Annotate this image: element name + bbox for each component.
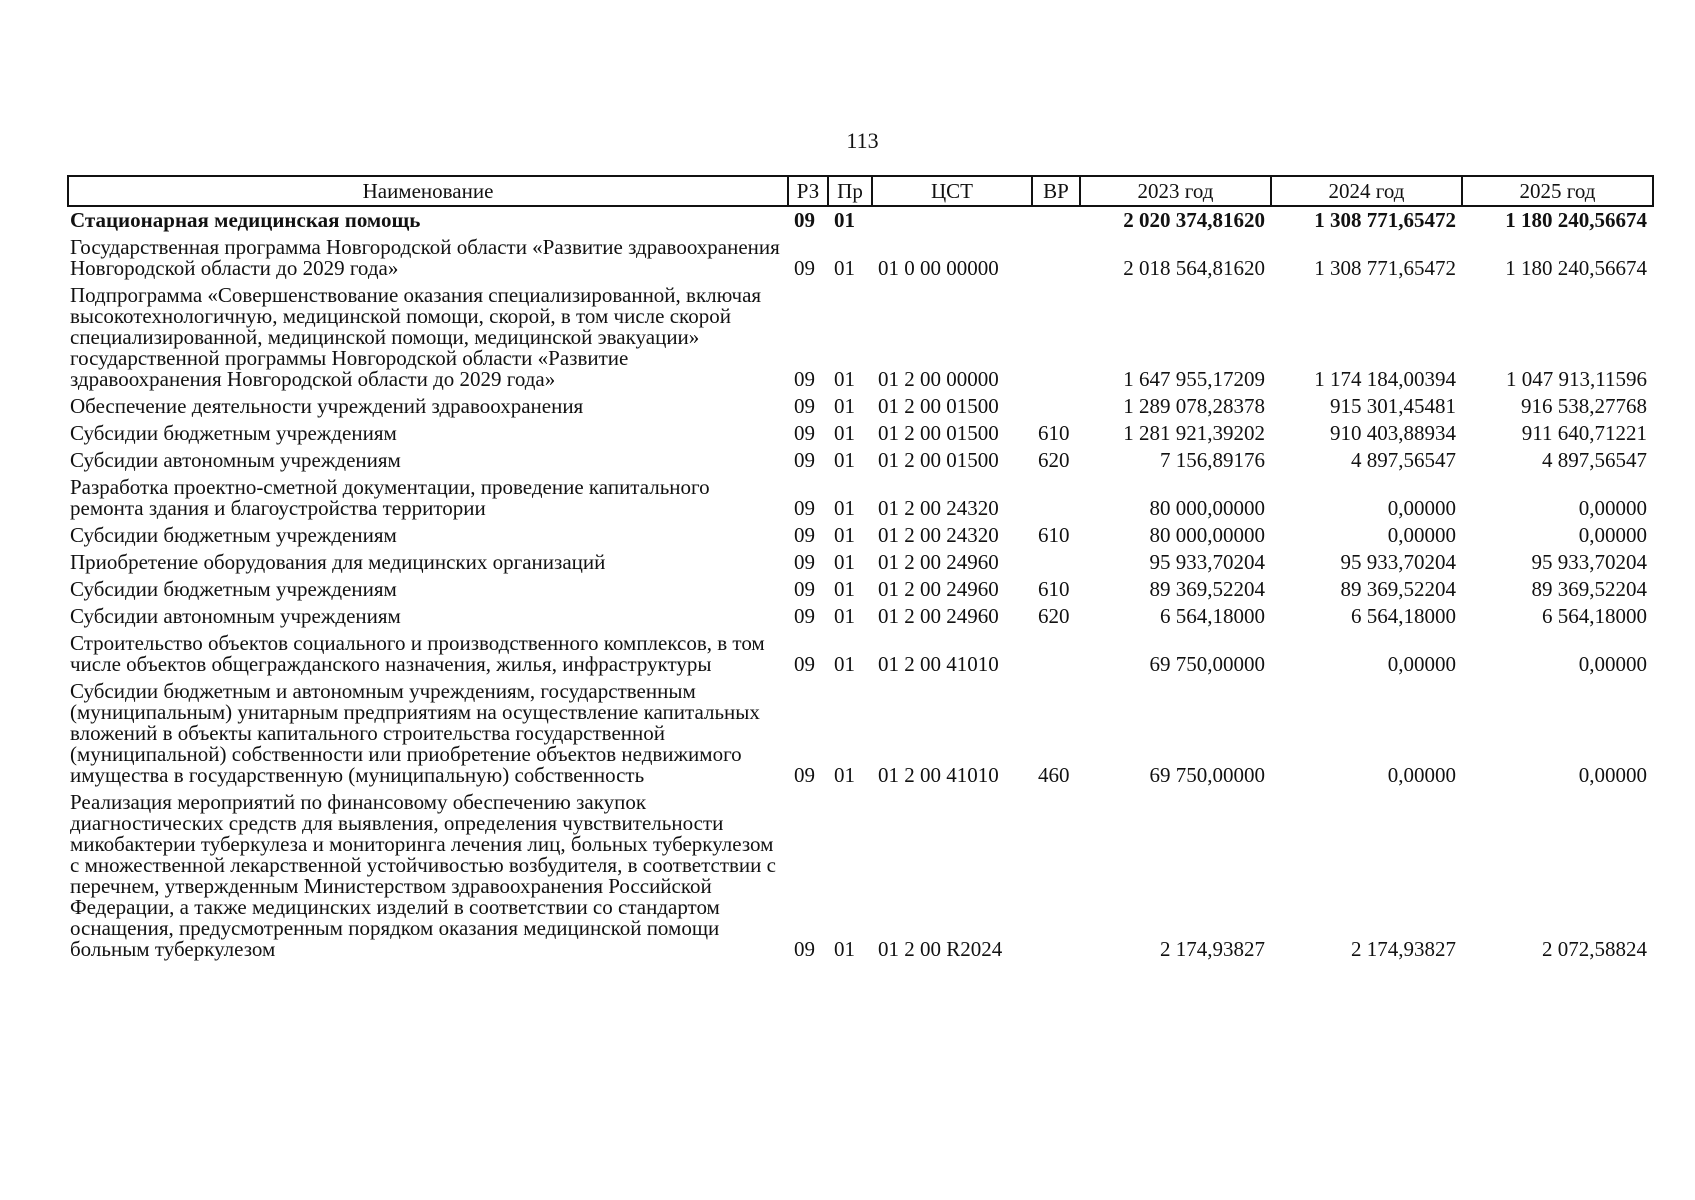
header-pr: Пр [828, 176, 872, 206]
cell-2024: 0,00000 [1387, 652, 1456, 676]
cell-cst: 01 2 00 24320 [878, 496, 999, 520]
cell-vr [1032, 282, 1080, 393]
cell-name: Обеспечение деятельности учреждений здравоохранения [70, 394, 584, 418]
cell-2025: 0,00000 [1578, 652, 1647, 676]
cell-rz: 09 [794, 577, 815, 601]
cell-2023: 95 933,70204 [1149, 550, 1265, 574]
cell-vr: 610 [1038, 523, 1070, 547]
cell-2023: 69 750,00000 [1149, 763, 1265, 787]
cell-pr: 01 [834, 937, 855, 961]
table-row [68, 789, 1653, 963]
header-rz: РЗ [788, 176, 828, 206]
cell-vr [1032, 474, 1080, 522]
cell-pr: 01 [834, 763, 855, 787]
budget-table [67, 175, 1654, 963]
cell-cst: 01 2 00 24960 [878, 577, 999, 601]
cell-name: Субсидии автономным учреждениям [70, 448, 401, 472]
page-number: 113 [846, 128, 879, 153]
cell-cst: 01 2 00 24960 [878, 550, 999, 574]
cell-2024: 0,00000 [1387, 523, 1456, 547]
cell-pr: 01 [834, 652, 855, 676]
cell-2023: 80 000,00000 [1149, 496, 1265, 520]
table-row [68, 603, 1653, 630]
cell-cst [872, 206, 1032, 234]
cell-2025: 0,00000 [1578, 763, 1647, 787]
cell-2024: 89 369,52204 [1340, 577, 1456, 601]
cell-rz: 09 [794, 367, 815, 391]
table-row [68, 420, 1653, 447]
cell-2024: 2 174,93827 [1351, 937, 1456, 961]
cell-rz: 09 [794, 937, 815, 961]
cell-2023: 2 018 564,81620 [1123, 256, 1265, 280]
cell-name: Субсидии бюджетным и автономным учреждениям, государственным (муниципальным) унитарным предприятиям на осуществление капитальных вложений в объекты капитального строительства государственной (муниципальной) собственности или приобретение объектов недвижимого имущества в государственную (муниципальную) собственность [70, 679, 760, 787]
cell-rz: 09 [794, 421, 815, 445]
cell-2025: 911 640,71221 [1521, 421, 1647, 445]
cell-name: Разработка проектно-сметной документации, проведение капитального ремонта здания и благоустройства территории [70, 475, 710, 520]
cell-2025: 916 538,27768 [1521, 394, 1647, 418]
cell-pr: 01 [834, 394, 855, 418]
cell-rz: 09 [794, 394, 815, 418]
cell-rz: 09 [794, 256, 815, 280]
cell-cst: 01 2 00 01500 [878, 394, 999, 418]
cell-rz: 09 [794, 448, 815, 472]
cell-name: Субсидии бюджетным учреждениям [70, 577, 397, 601]
cell-2023: 2 020 374,81620 [1123, 208, 1265, 232]
cell-name: Стационарная медицинская помощь [70, 208, 421, 232]
table-row [68, 522, 1653, 549]
cell-rz: 09 [794, 496, 815, 520]
cell-vr [1032, 234, 1080, 282]
cell-rz: 09 [794, 208, 815, 232]
table-row [68, 549, 1653, 576]
cell-vr: 610 [1038, 421, 1070, 445]
cell-name: Подпрограмма «Совершенствование оказания специализированной, включая высокотехнологичную, медицинской помощи, скорой, в том числе скорой специализированной, медицинской помощи, медицинской эвакуации» государственной программы Новгородской области «Развитие здравоохранения Новгородской области до 2029 года» [70, 283, 762, 391]
cell-vr: 620 [1038, 448, 1070, 472]
header-cst: ЦСТ [872, 176, 1032, 206]
cell-2023: 1 647 955,17209 [1123, 367, 1265, 391]
cell-name: Субсидии бюджетным учреждениям [70, 421, 397, 445]
table-row [68, 234, 1653, 282]
table-row [68, 393, 1653, 420]
cell-cst: 01 2 00 24320 [878, 523, 999, 547]
cell-2023: 89 369,52204 [1149, 577, 1265, 601]
cell-cst: 01 2 00 R2024 [878, 937, 1003, 961]
cell-rz: 09 [794, 604, 815, 628]
cell-2025: 1 047 913,11596 [1506, 367, 1647, 391]
cell-cst: 01 2 00 01500 [878, 448, 999, 472]
cell-cst: 01 2 00 24960 [878, 604, 999, 628]
header-vr: ВР [1032, 176, 1080, 206]
cell-2023: 1 281 921,39202 [1123, 421, 1265, 445]
table-row [68, 447, 1653, 474]
cell-2025: 95 933,70204 [1531, 550, 1647, 574]
cell-2023: 2 174,93827 [1160, 937, 1265, 961]
cell-2023: 6 564,18000 [1160, 604, 1265, 628]
cell-rz: 09 [794, 763, 815, 787]
cell-vr: 460 [1038, 763, 1070, 787]
cell-cst: 01 0 00 00000 [878, 256, 999, 280]
header-name: Наименование [68, 176, 788, 206]
cell-cst: 01 2 00 00000 [878, 367, 999, 391]
cell-pr: 01 [834, 523, 855, 547]
cell-2025: 0,00000 [1578, 496, 1647, 520]
cell-2024: 6 564,18000 [1351, 604, 1456, 628]
cell-2024: 1 308 771,65472 [1314, 256, 1456, 280]
cell-2023: 1 289 078,28378 [1123, 394, 1265, 418]
cell-name: Строительство объектов социального и производственного комплексов, в том числе объектов общегражданского назначения, жилья, инфраструктуры [70, 631, 765, 676]
cell-name: Государственная программа Новгородской области «Развитие здравоохранения Новгородской области до 2029 года» [70, 235, 780, 280]
cell-2025: 0,00000 [1578, 523, 1647, 547]
cell-cst: 01 2 00 01500 [878, 421, 999, 445]
cell-2024: 0,00000 [1387, 763, 1456, 787]
cell-2025: 2 072,58824 [1542, 937, 1647, 961]
cell-pr: 01 [834, 604, 855, 628]
table-row [68, 282, 1653, 393]
header-2024: 2024 год [1271, 176, 1462, 206]
cell-rz: 09 [794, 652, 815, 676]
cell-vr: 620 [1038, 604, 1070, 628]
cell-2023: 80 000,00000 [1149, 523, 1265, 547]
cell-cst: 01 2 00 41010 [878, 652, 999, 676]
cell-pr: 01 [834, 256, 855, 280]
table-header [68, 176, 1653, 206]
cell-vr [1032, 549, 1080, 576]
cell-pr: 01 [834, 367, 855, 391]
cell-name: Приобретение оборудования для медицинских организаций [70, 550, 606, 574]
cell-name: Субсидии бюджетным учреждениям [70, 523, 397, 547]
cell-2023: 69 750,00000 [1149, 652, 1265, 676]
cell-pr: 01 [834, 577, 855, 601]
cell-vr [1032, 630, 1080, 678]
cell-2025: 1 180 240,56674 [1505, 208, 1647, 232]
cell-2024: 0,00000 [1387, 496, 1456, 520]
cell-2025: 1 180 240,56674 [1505, 256, 1647, 280]
table-row [68, 576, 1653, 603]
table-row [68, 678, 1653, 789]
cell-vr: 610 [1038, 577, 1070, 601]
cell-2024: 4 897,56547 [1351, 448, 1456, 472]
cell-pr: 01 [834, 208, 855, 232]
cell-2024: 1 174 184,00394 [1314, 367, 1456, 391]
table-body [68, 206, 1653, 963]
header-2023: 2023 год [1080, 176, 1271, 206]
cell-vr [1032, 206, 1080, 234]
cell-2024: 95 933,70204 [1340, 550, 1456, 574]
cell-name: Субсидии автономным учреждениям [70, 604, 401, 628]
cell-rz: 09 [794, 523, 815, 547]
cell-2024: 1 308 771,65472 [1314, 208, 1456, 232]
table-row [68, 474, 1653, 522]
cell-2025: 6 564,18000 [1542, 604, 1647, 628]
cell-vr [1032, 789, 1080, 963]
cell-cst: 01 2 00 41010 [878, 763, 999, 787]
cell-name: Реализация мероприятий по финансовому обеспечению закупок диагностических средств для выявления, определения чувствительности микобактерии туберкулеза и мониторинга лечения лиц, больных туберкулезом с множественной лекарственной устойчивостью возбудителя, в соответствии с перечнем, утвержденным Министерством здравоохранения Российской Федерации, а также медицинских изделий в соответствии со стандартом оснащения, предусмотренным порядком оказания медицинской помощи больным туберкулезом [70, 790, 776, 961]
cell-pr: 01 [834, 496, 855, 520]
cell-pr: 01 [834, 550, 855, 574]
cell-2023: 7 156,89176 [1160, 448, 1265, 472]
cell-pr: 01 [834, 421, 855, 445]
cell-vr [1032, 393, 1080, 420]
cell-2025: 4 897,56547 [1542, 448, 1647, 472]
table-row [68, 206, 1653, 234]
cell-pr: 01 [834, 448, 855, 472]
cell-2024: 910 403,88934 [1330, 421, 1456, 445]
cell-rz: 09 [794, 550, 815, 574]
header-2025: 2025 год [1462, 176, 1653, 206]
table-row [68, 630, 1653, 678]
cell-2024: 915 301,45481 [1330, 394, 1456, 418]
cell-2025: 89 369,52204 [1531, 577, 1647, 601]
